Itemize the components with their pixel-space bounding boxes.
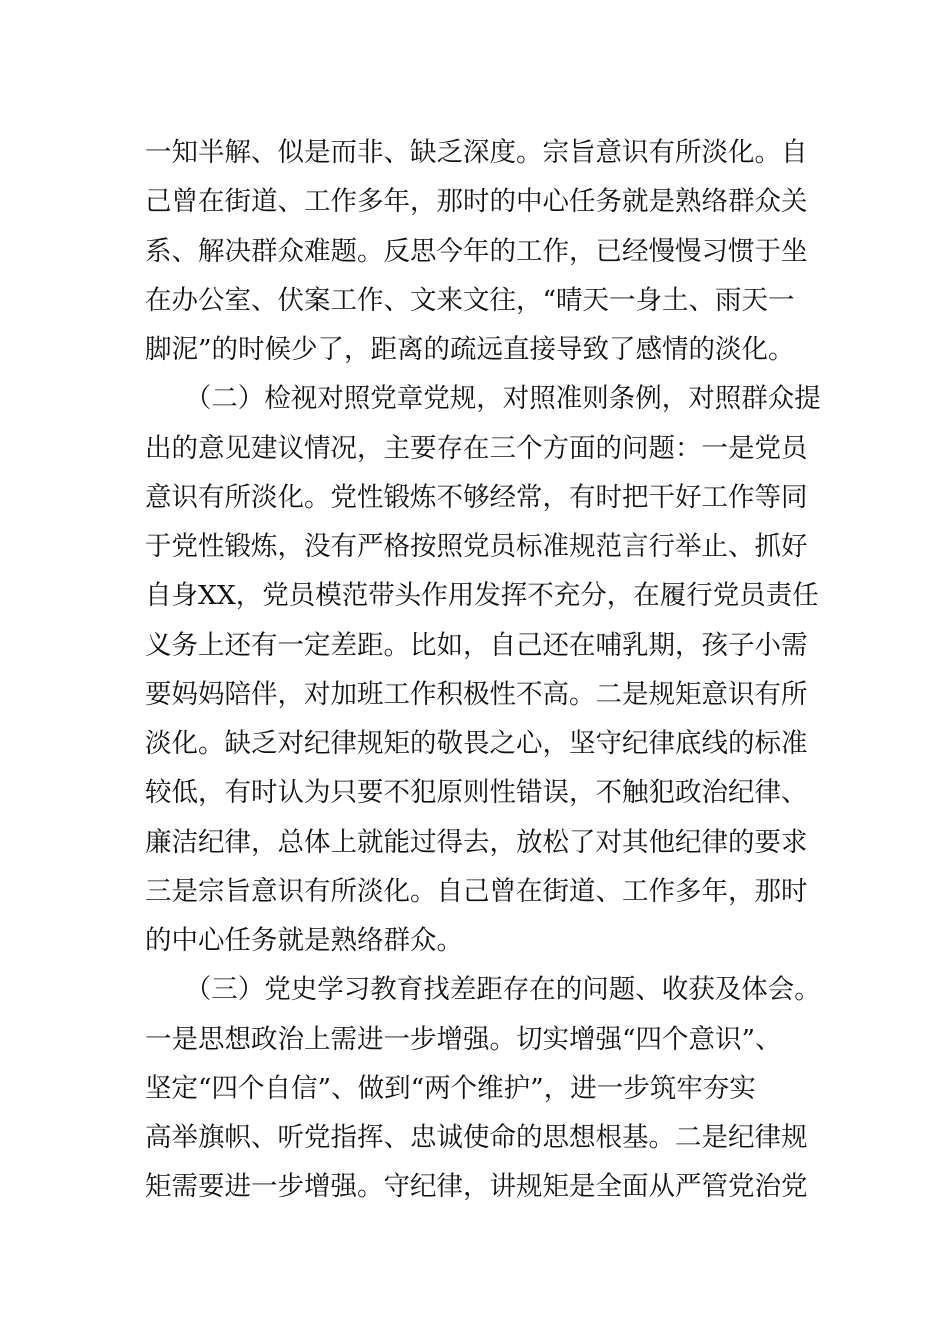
section-three-heading-line: （三）党史学习教育找差距存在的问题、收获及体会。: [145, 974, 821, 1006]
text-line: 矩需要进一步增强。守纪律，讲规矩是全面从严管党治党: [145, 1171, 808, 1203]
text-line: 意识有所淡化。党性锻炼不够经常，有时把干好工作等同: [145, 481, 808, 513]
text-line: 脚泥”的时候少了，距离的疏远直接导致了感情的淡化。: [145, 334, 795, 365]
text-line: 一是思想政治上需进一步增强。切实增强“四个意识”、: [145, 1023, 782, 1055]
text-line: 系、解决群众难题。反思今年的工作，已经慢慢习惯于坐: [145, 235, 808, 267]
text-line: 一知半解、似是而非、缺乏深度。宗旨意识有所淡化。自: [145, 137, 808, 168]
text-line: 自身XX，党员模范带头作用发挥不充分，在履行党员责任: [145, 580, 819, 612]
text-line: 己曾在街道、工作多年，那时的中心任务就是熟络群众关: [145, 186, 808, 218]
text-line: 廉洁纪律，总体上就能过得去，放松了对其他纪律的要求: [145, 826, 808, 858]
text-line: 义务上还有一定差距。比如，自己还在哺乳期，孩子小需: [145, 629, 808, 661]
body-text: [145, 128, 825, 1212]
text-line: 的中心任务就是熟络群众。: [145, 925, 463, 956]
text-line: 三是宗旨意识有所淡化。自己曾在街道、工作多年，那时: [145, 875, 808, 907]
text-line: 出的意见建议情况，主要存在三个方面的问题：一是党员: [145, 432, 808, 464]
text-line: 较低，有时认为只要不犯原则性错误，不触犯政治纪律、: [145, 777, 808, 809]
text-line: 高举旗帜、听党指挥、忠诚使命的思想根基。二是纪律规: [145, 1122, 808, 1153]
text-line: 要妈妈陪伴，对加班工作积极性不高。二是规矩意识有所: [145, 678, 808, 710]
text-line: 在办公室、伏案工作、文来文往，“晴天一身土、雨天一: [145, 284, 795, 316]
text-line: 于党性锻炼，没有严格按照党员标准规范言行举止、抓好: [145, 531, 808, 562]
text-line: 淡化。缺乏对纪律规矩的敬畏之心，坚守纪律底线的标准: [145, 728, 808, 759]
section-two-heading-line: （二）检视对照党章党规，对照准则条例，对照群众提: [145, 383, 821, 415]
text-line: 坚定“四个自信”、做到“两个维护”，进一步筑牢夯实: [145, 1072, 756, 1104]
